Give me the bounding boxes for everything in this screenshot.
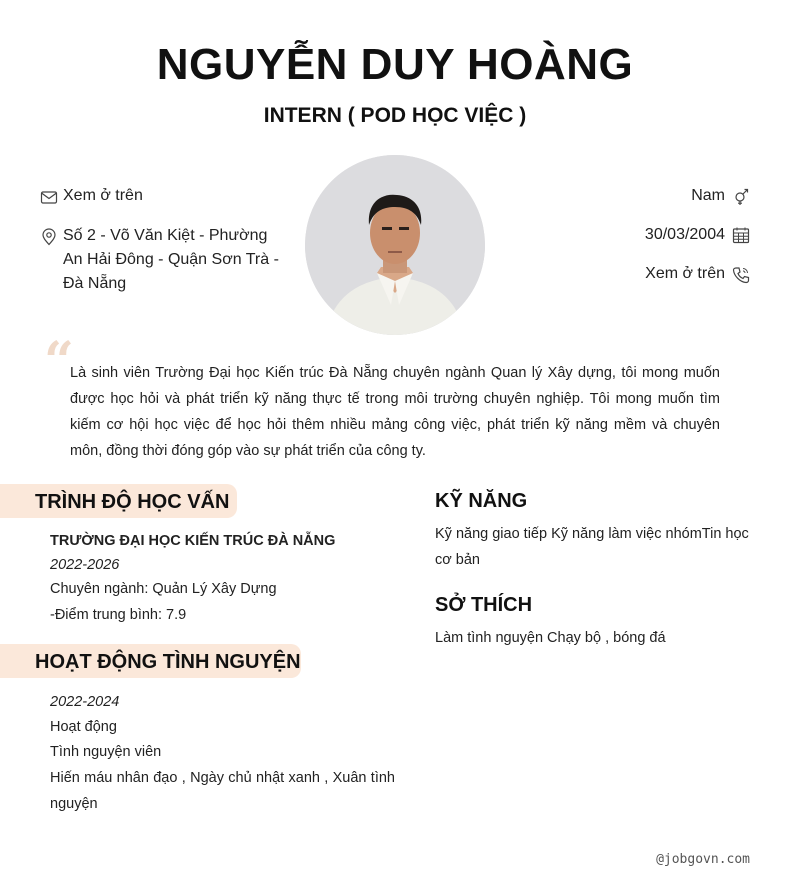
volunteer-period: 2022-2024: [50, 694, 120, 710]
phone-text: Xem ở trên: [645, 265, 725, 282]
full-name: NGUYỄN DUY HOÀNG: [156, 40, 634, 89]
calendar-icon: [732, 226, 750, 244]
portrait-photo: [305, 155, 485, 335]
gender-contact: [530, 184, 750, 208]
birthday-contact: [530, 223, 750, 247]
phone-icon: [732, 266, 750, 284]
volunteer-role: Tình nguyện viên: [50, 744, 162, 760]
quote-icon: “: [44, 331, 74, 392]
phone-contact: [530, 262, 750, 286]
volunteer-title: HOẠT ĐỘNG TÌNH NGUYỆN: [35, 651, 301, 673]
volunteer-body: [50, 689, 395, 817]
hobbies-title: SỞ THÍCH: [435, 594, 533, 616]
gender-text: Nam: [691, 187, 725, 204]
education-body: [50, 528, 400, 628]
volunteer-label: Hoạt động: [50, 719, 117, 735]
email-text: Xem ở trên: [63, 187, 143, 204]
address-text: Số 2 - Võ Văn Kiệt - Phường An Hải Đông - Quận Sơn Trà - Đà Nẵng: [63, 227, 279, 292]
footer-watermark: @jobgovn.com: [656, 852, 750, 867]
job-position: INTERN ( POD HỌC VIỆC ): [263, 104, 527, 127]
career-summary: Là sinh viên Trường Đại học Kiến trúc Đà Nẵng chuyên ngành Quan lý Xây dựng, tôi mong muốn được học hỏi và phát triển kỹ năng thực tế trong môi trường chuyên nghiệp. Tôi mong muốn tìm kiếm cơ hội học việc để học hỏi thêm nhiều mảng công việc, phát triển kỹ năng mềm và chuyên môn, đồng thời đóng góp vào sự phát triển của công ty.: [70, 365, 720, 459]
education-gpa: -Điểm trung bình: 7.9: [50, 607, 187, 623]
skills-title: KỸ NĂNG: [435, 490, 528, 512]
school-name: TRƯỜNG ĐẠI HỌC KIẾN TRÚC ĐÀ NẴNG: [50, 533, 336, 549]
envelope-icon: [40, 188, 58, 206]
avatar: [305, 155, 485, 335]
skills-text: Kỹ năng giao tiếp Kỹ năng làm việc nhómTin học cơ bản: [435, 526, 749, 568]
map-pin-icon: [40, 228, 58, 246]
gender-icon: [732, 188, 750, 206]
education-period: 2022-2026: [50, 557, 120, 573]
hobbies-text: Làm tình nguyện Chạy bộ , bóng đá: [435, 630, 666, 646]
education-major: Chuyên ngành: Quản Lý Xây Dựng: [50, 581, 277, 597]
volunteer-details: Hiến máu nhân đạo , Ngày chủ nhật xanh , Xuân tình nguyện: [50, 770, 395, 812]
birthday-text: 30/03/2004: [644, 226, 725, 243]
education-title: TRÌNH ĐỘ HỌC VẤN: [35, 491, 230, 513]
address-contact: [40, 224, 285, 296]
email-contact: [40, 184, 280, 208]
